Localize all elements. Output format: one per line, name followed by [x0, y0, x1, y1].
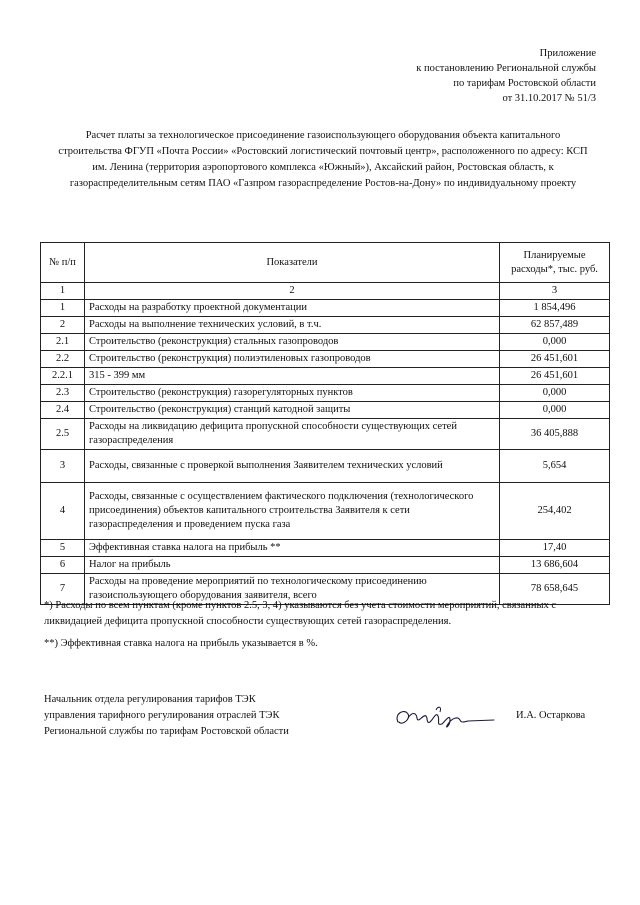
- signatory-position-3: Региональной службы по тарифам Ростовской области: [44, 726, 289, 737]
- table-row: [41, 334, 610, 351]
- row-number: 2.1: [41, 334, 85, 351]
- footnote-1: *) Расходы по всем пунктам (кроме пунктов 2.5, 3, 4) указываются без учета стоимости мероприятий, связанных с ликвидацией дефицита пропускной способности существующих сетей газораспределения.: [44, 600, 557, 627]
- appendix-line-3: по тарифам Ростовской области: [453, 78, 596, 89]
- signatory-block: [44, 692, 344, 740]
- row-label: Расходы на проведение мероприятий по технологическому присоединению газоиспользующего оборудования заявителя, всего: [85, 574, 500, 605]
- row-label: Расходы, связанные с осуществлением фактического подключения (технологического присоединения) объектов капитального строительства Заявителя к сети газораспределения и проведением пуска газа: [85, 483, 500, 540]
- row-value: 0,000: [500, 402, 610, 419]
- row-label: Эффективная ставка налога на прибыль **: [85, 540, 500, 557]
- table-row: [41, 317, 610, 334]
- row-number: 2: [41, 317, 85, 334]
- table-row: [41, 540, 610, 557]
- row-value: 0,000: [500, 385, 610, 402]
- row-number: 2.3: [41, 385, 85, 402]
- row-label: 315 - 399 мм: [85, 368, 500, 385]
- row-value: 78 658,645: [500, 574, 610, 605]
- row-value: 17,40: [500, 540, 610, 557]
- row-label: Налог на прибыль: [85, 557, 500, 574]
- signer-name: И.А. Остаркова: [516, 710, 586, 721]
- appendix-header: [296, 46, 596, 106]
- row-value: 1 854,496: [500, 300, 610, 317]
- row-number: 2.2: [41, 351, 85, 368]
- row-number: 7: [41, 574, 85, 605]
- row-number: 5: [41, 540, 85, 557]
- row-label: Расходы на выполнение технических условий, в т.ч.: [85, 317, 500, 334]
- column-number: 1: [41, 283, 85, 300]
- row-value: 26 451,601: [500, 368, 610, 385]
- table-row: [41, 385, 610, 402]
- row-value: 36 405,888: [500, 419, 610, 450]
- row-value: 62 857,489: [500, 317, 610, 334]
- row-number: 6: [41, 557, 85, 574]
- table-header-row: [41, 243, 610, 283]
- table-row: [41, 300, 610, 317]
- signatory-position-2: управления тарифного регулирования отраслей ТЭК: [44, 710, 280, 721]
- table-row: [41, 557, 610, 574]
- row-number: 2.4: [41, 402, 85, 419]
- row-value: 254,402: [500, 483, 610, 540]
- table-row: [41, 402, 610, 419]
- header-planned-cost: Планируемые расходы*, тыс. руб.: [500, 243, 610, 283]
- column-number-row: [41, 283, 610, 300]
- row-number: 1: [41, 300, 85, 317]
- cost-table: [40, 242, 610, 605]
- row-label: Расходы, связанные с проверкой выполнения Заявителем технических условий: [85, 450, 500, 483]
- column-number: 3: [500, 283, 610, 300]
- table-row: [41, 450, 610, 483]
- appendix-line-4: от 31.10.2017 № 51/3: [502, 93, 596, 104]
- row-number: 3: [41, 450, 85, 483]
- row-label: Строительство (реконструкция) газорегуляторных пунктов: [85, 385, 500, 402]
- header-indicator: Показатели: [85, 243, 500, 283]
- column-number: 2: [85, 283, 500, 300]
- appendix-line-1: Приложение: [539, 48, 596, 59]
- row-value: 13 686,604: [500, 557, 610, 574]
- table-row: [41, 351, 610, 368]
- row-value: 26 451,601: [500, 351, 610, 368]
- row-label: Расходы на ликвидацию дефицита пропускной способности существующих сетей газораспределения: [85, 419, 500, 450]
- footnotes: [44, 598, 604, 658]
- row-number: 2.5: [41, 419, 85, 450]
- row-number: 4: [41, 483, 85, 540]
- row-value: 0,000: [500, 334, 610, 351]
- row-label: Расходы на разработку проектной документации: [85, 300, 500, 317]
- row-label: Строительство (реконструкция) полиэтиленовых газопроводов: [85, 351, 500, 368]
- row-label: Строительство (реконструкция) стальных газопроводов: [85, 334, 500, 351]
- row-value: 5,654: [500, 450, 610, 483]
- table-row: [41, 483, 610, 540]
- document-title: Расчет платы за технологическое присоединение газоиспользующего оборудования объекта капитального строительства ФГУП «Почта России» «Ростовский логистический почтовый центр», расположенного по адресу: КСП им. Ленина (территория аэропортового комплекса «Южный»), Аксайский район, Ростовская область, к газораспределительным сетям ПАО «Газпром газораспределение Ростов-на-Дону» по индивидуальному проекту: [58, 130, 588, 189]
- row-number: 2.2.1: [41, 368, 85, 385]
- header-number: № п/п: [41, 243, 85, 283]
- table-row: [41, 419, 610, 450]
- footnote-2: **) Эффективная ставка налога на прибыль указывается в %.: [44, 638, 318, 649]
- table-row: [41, 368, 610, 385]
- signatory-position-1: Начальник отдела регулирования тарифов ТЭК: [44, 694, 256, 705]
- row-label: Строительство (реконструкция) станций катодной защиты: [85, 402, 500, 419]
- appendix-line-2: к постановлению Региональной службы: [416, 63, 596, 74]
- handwritten-signature: [390, 700, 500, 736]
